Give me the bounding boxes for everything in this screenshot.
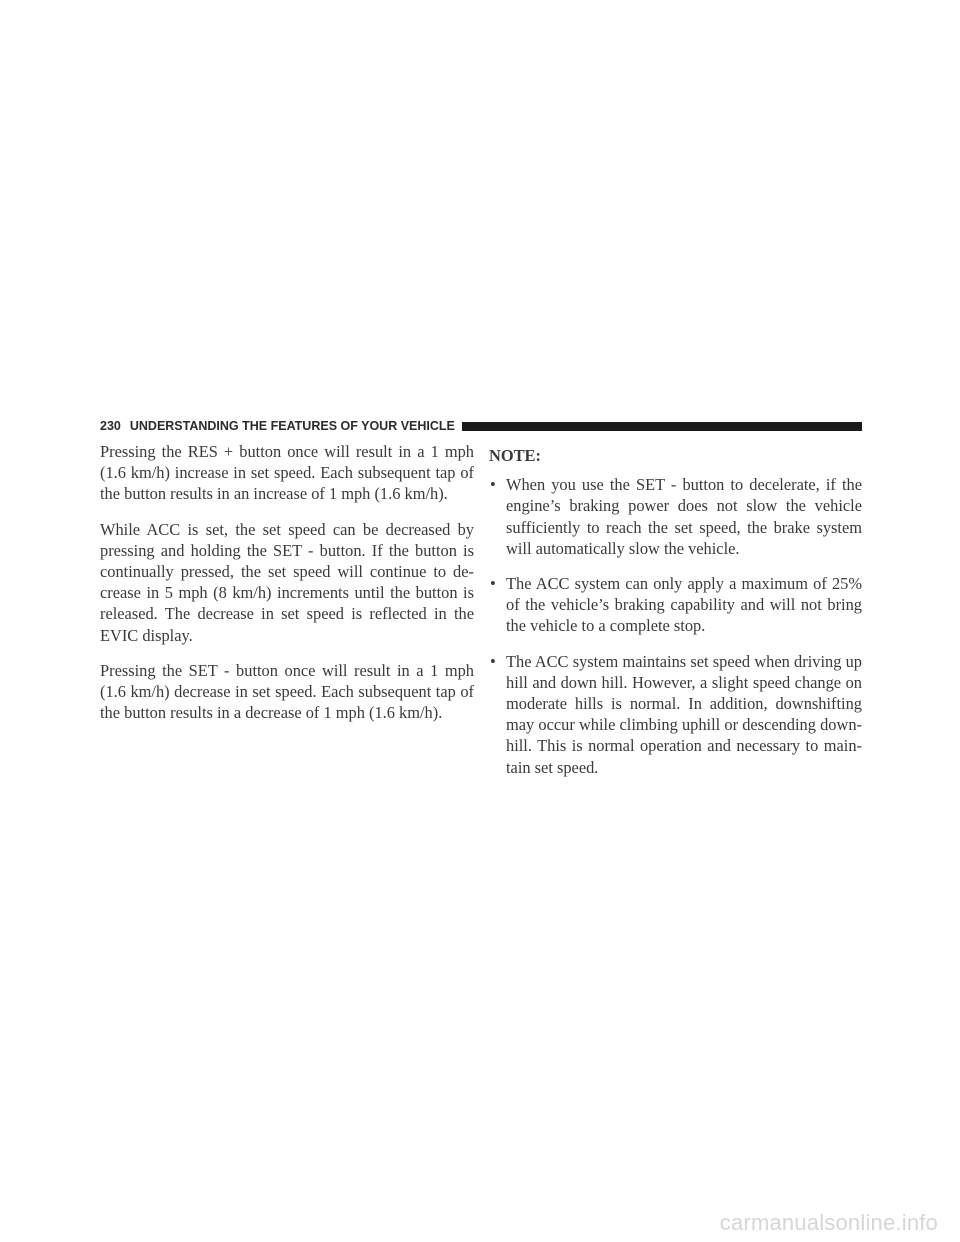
left-column: [100, 441, 474, 737]
paragraph-set-tap-decrease: Pressing the SET - button once will result in a 1 mph (1.6 km/h) decrease in set speed. Each subsequent tap of the button results in a decrease of 1 mph (1.6 km/h).: [100, 660, 474, 723]
note-bullet-text: The ACC system can only apply a maximum of 25% of the vehicle’s braking capability and will not bring the vehicle to a complete stop.: [506, 574, 862, 636]
note-bullet-list: [489, 474, 862, 778]
note-bullet-item: [489, 474, 862, 559]
paragraph-res-increase: Pressing the RES + button once will result in a 1 mph (1.6 km/h) increase in set speed. Each subsequent tap of the button results in an increase of 1 mph (1.6 km/h).: [100, 442, 474, 504]
note-bullet-item: [489, 651, 862, 778]
note-bullet-text: When you use the SET - button to decelerate, if the engine’s braking power does not slow the vehicle sufficiently to reach the set speed, the brake system will automatically slow the vehicle.: [506, 475, 862, 558]
bullet-icon: •: [490, 475, 496, 495]
bullet-icon: •: [490, 651, 496, 671]
note-bullet-text: The ACC system maintains set speed when driving up hill and down hill. However, a slight speed change on moderate hills is normal. In addition, downshifting may occur while climbing uphill or descending down-hill. This is normal operation and necessary to main-tain set speed.: [506, 651, 862, 777]
site-watermark: carmanualsonline.info: [719, 1210, 938, 1235]
header-rule: [462, 422, 862, 431]
paragraph-set-hold-decrease: While ACC is set, the set speed can be decreased by pressing and holding the SET - button. If the button is continually pressed, the set speed will continue to de-crease in 5 mph (8 km/h) increments until the button is released. The decrease in set speed is reflected in the EVIC display.: [100, 519, 474, 645]
note-heading: NOTE:: [489, 446, 541, 465]
page-number: 230: [100, 419, 121, 433]
page-header: [100, 415, 862, 437]
right-column: [489, 441, 862, 792]
bullet-icon: •: [490, 574, 496, 594]
note-bullet-item: [489, 573, 862, 637]
section-title: UNDERSTANDING THE FEATURES OF YOUR VEHICLE: [129, 419, 455, 433]
